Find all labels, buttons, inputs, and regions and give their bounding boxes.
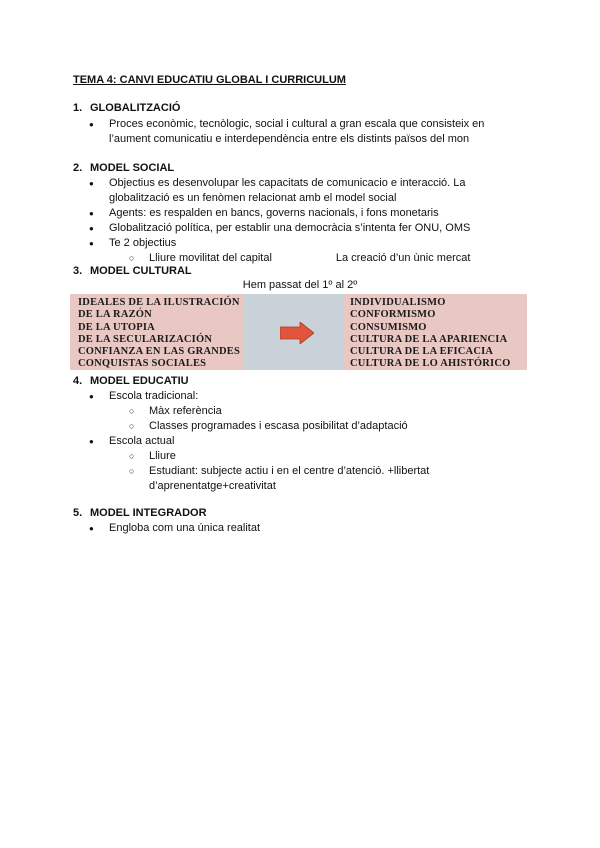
section-1-number: 1. — [73, 102, 83, 114]
sub-list-item: ○ Lliure movilitat del capital La creació d’un ùnic mercat — [129, 251, 529, 266]
old-values-panel: IDEALES DE LA ILUSTRACIÓN DE LA RAZÓN DE LA UTOPIA DE LA SECULARIZACIÓN CONFIANZA EN LAS GRANDES CONQUISTAS SOCIALES — [70, 294, 244, 370]
section-5-heading — [73, 506, 207, 521]
section-3-heading — [73, 264, 192, 279]
section-1-heading — [73, 101, 180, 116]
new-values-panel: INDIVIDUALISMO CONFORMISMO CONSUMISMO CULTURA DE LA APARIENCIA CULTURA DE LA EFICACIA CULTURA DE LO AHISTÓRICO — [344, 294, 527, 370]
sub-list-item: ○ Estudiant: subjecte actiu i en el centre d’atenció. +llibertat d’aprenentatge+creativitat — [129, 464, 529, 494]
list-item: ● Proces econòmic, tecnòlogic, social i cultural a gran escala que consisteix en l’aument comunicatiu e interdependència entre els distints països del mon — [89, 117, 529, 147]
section-3-number: 3. — [73, 265, 83, 277]
section-2-number: 2. — [73, 162, 83, 174]
right-arrow-icon — [280, 322, 314, 344]
sub-list-item: ○ Màx referència — [129, 404, 529, 419]
section-5-number: 5. — [73, 507, 83, 519]
sub-list-item: ○ Lliure — [129, 449, 529, 464]
section-4-title: MODEL EDUCATIU — [90, 375, 189, 387]
section-2-heading — [73, 161, 174, 176]
list-item: ● Escola actual ○ Lliure ○ Estudiant: subjecte actiu i en el centre d’atenció. +llibertat d’aprenentatge+creativitat — [89, 434, 529, 494]
sub-list — [129, 404, 529, 434]
list-item: ● Escola tradicional: ○ Màx referència ○ Classes programades i escasa posibilitat d’adaptació — [89, 389, 529, 434]
section-2-list — [89, 176, 529, 266]
list-item: ● Agents: es respalden en bancs, governs nacionals, i fons monetaris — [89, 206, 529, 221]
section-1-title: GLOBALITZACIÓ — [90, 102, 181, 114]
section-5-list — [89, 521, 529, 536]
list-item: ● Globalització política, per establir una democràcia s’intenta fer ONU, OMS — [89, 221, 529, 236]
section-4-number: 4. — [73, 375, 83, 387]
section-3-title: MODEL CULTURAL — [90, 265, 192, 277]
section-4-heading — [73, 374, 189, 389]
section-4-list — [89, 389, 529, 494]
list-item: ● Engloba com una única realitat — [89, 521, 529, 536]
document-title: TEMA 4: CANVI EDUCATIU GLOBAL I CURRICULUM — [73, 74, 346, 86]
section-2-title: MODEL SOCIAL — [90, 162, 175, 174]
section-1-list — [89, 117, 529, 147]
cultural-caption: Hem passat del 1º al 2º — [242, 279, 358, 291]
section-5-title: MODEL INTEGRADOR — [90, 507, 207, 519]
list-item: ● Te 2 objectius ○ Lliure movilitat del capital La creació d’un ùnic mercat — [89, 236, 529, 266]
list-item: ● Objectius es desenvolupar les capacitats de comunicacio e interacció. La globalització es un fenòmen relacionat amb el model social — [89, 176, 529, 206]
sub-list-item: ○ Classes programades i escasa posibilitat d’adaptació — [129, 419, 529, 434]
sub-list — [129, 449, 529, 494]
cultural-shift-image — [70, 294, 527, 370]
